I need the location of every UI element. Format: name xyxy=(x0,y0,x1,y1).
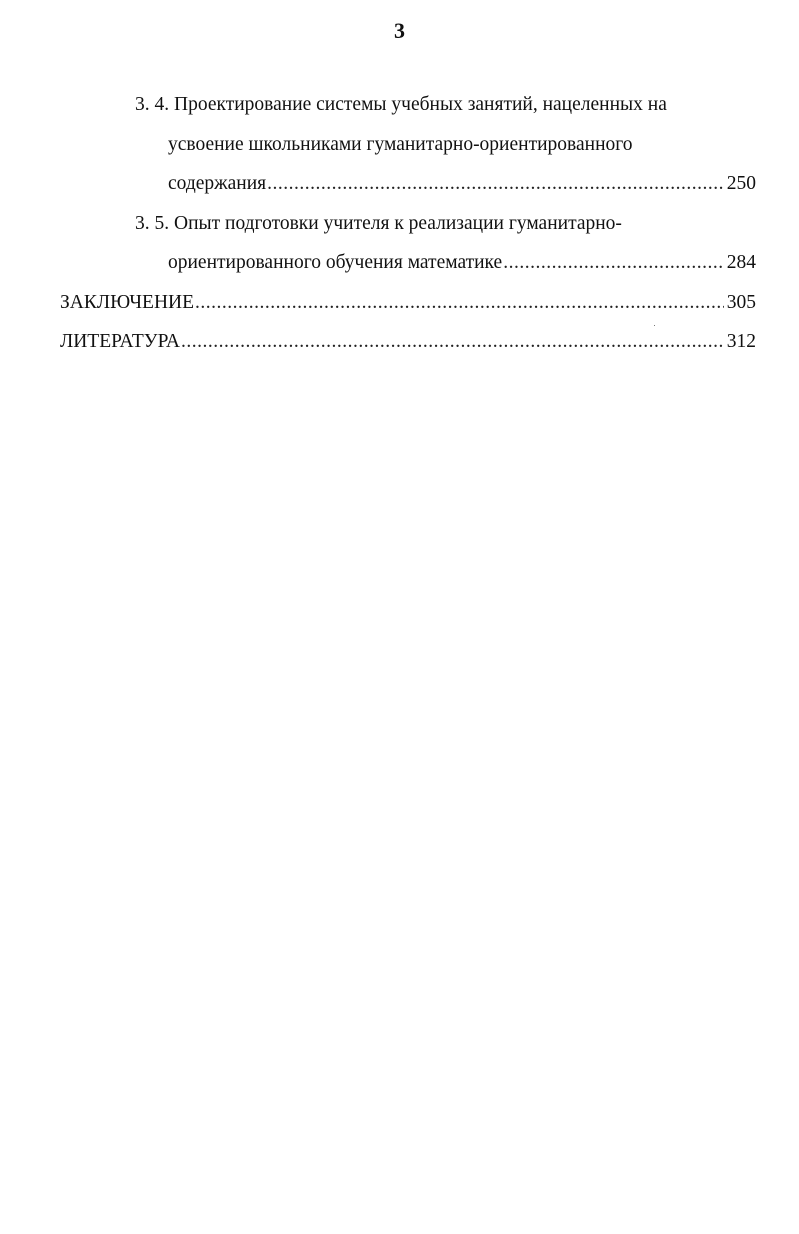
toc-entry-literature-page: 312 xyxy=(726,331,756,352)
toc-entry-3-5-title-part-2: ориентированного обучения математике xyxy=(168,252,503,273)
toc-entry-3-4-line-3 xyxy=(60,164,756,204)
toc-entry-3-4-title-part-3: содержания xyxy=(168,173,267,194)
toc-entry-literature-title: ЛИТЕРАТУРА xyxy=(60,331,180,352)
toc-entry-3-4-title-part-2: усвоение школьниками гуманитарно-ориентированного xyxy=(168,133,633,155)
scan-speck xyxy=(654,325,655,326)
table-of-contents xyxy=(60,85,756,362)
toc-entry-literature xyxy=(60,322,756,362)
toc-entry-3-5-page: 284 xyxy=(726,252,756,273)
toc-entry-3-4-title-part-1: 3. 4. Проектирование системы учебных занятий, нацеленных на xyxy=(135,94,667,115)
toc-entry-3-4-page: 250 xyxy=(726,173,756,194)
dot-leader xyxy=(181,322,724,362)
toc-entry-3-5-line-1 xyxy=(60,204,756,244)
toc-entry-conclusion xyxy=(60,283,756,323)
toc-entry-conclusion-title: ЗАКЛЮЧЕНИЕ xyxy=(60,291,195,313)
toc-entry-3-4-line-2 xyxy=(60,125,756,165)
toc-entry-3-4-line-1 xyxy=(60,85,756,125)
dot-leader xyxy=(195,283,724,323)
toc-entry-conclusion-page: 305 xyxy=(726,291,756,313)
page-number: 3 xyxy=(394,18,405,43)
toc-entry-3-5-line-2 xyxy=(60,243,756,283)
dot-leader xyxy=(503,243,724,283)
dot-leader xyxy=(267,164,724,204)
toc-entry-3-5-title-part-1: 3. 5. Опыт подготовки учителя к реализации гуманитарно- xyxy=(135,212,622,234)
